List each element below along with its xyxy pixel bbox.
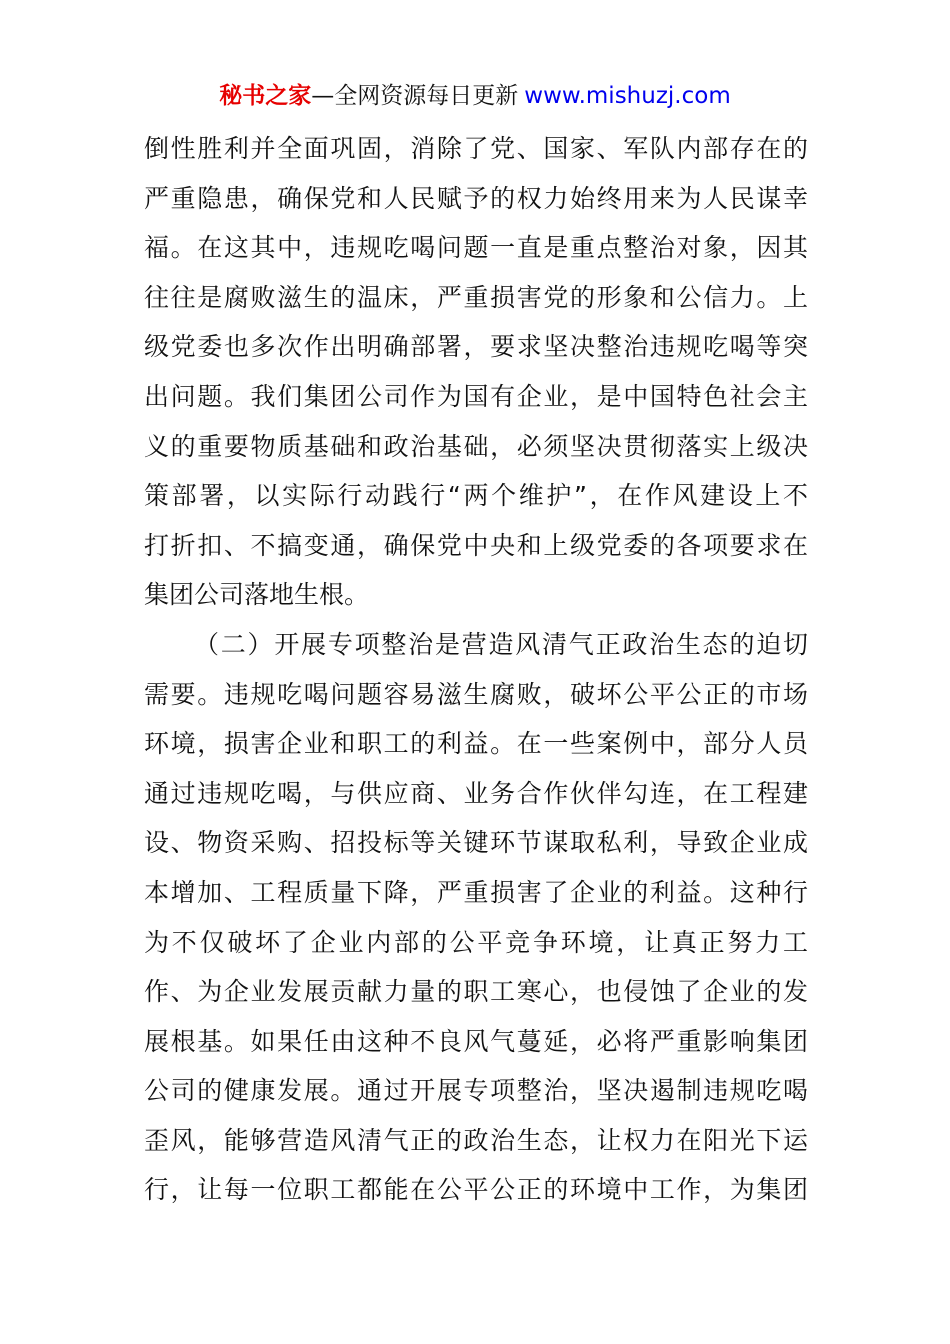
text-line: 行，让每一位职工都能在公平公正的环境中工作，为集团 [144, 1175, 808, 1205]
text-line: 作、为企业发展贡献力量的职工寒心，也侵蚀了企业的发 [144, 977, 808, 1007]
text-line: 打折扣、不搞变通，确保党中央和上级党委的各项要求在 [144, 530, 808, 560]
text-line: 通过违规吃喝，与供应商、业务合作伙伴勾连，在工程建 [144, 778, 808, 808]
text-line: 设、物资采购、招投标等关键环节谋取私利，导致企业成 [144, 828, 808, 858]
paragraph-last-line: 集团公司落地生根。 [144, 580, 370, 610]
site-brand: 秘书之家 [219, 83, 312, 109]
text-line: 为不仅破坏了企业内部的公平竞争环境，让真正努力工 [144, 927, 808, 957]
section-heading-line: （二）开展专项整治是营造风清气正政治生态的迫切 [194, 629, 808, 659]
text-line: 策部署，以实际行动践行“两个维护”，在作风建设上不 [144, 481, 808, 511]
text-line: 福。在这其中，违规吃喝问题一直是重点整治对象，因其 [144, 233, 808, 263]
site-tagline: —全网资源每日更新 [311, 83, 519, 109]
document-body [144, 124, 808, 1215]
site-url-link[interactable]: www.mishuzj.com [524, 83, 731, 109]
text-line: 倒性胜利并全面巩固，消除了党、国家、军队内部存在的 [144, 134, 808, 163]
text-line: 需要。违规吃喝问题容易滋生腐败，破坏公平公正的市场 [144, 679, 808, 709]
text-line: 严重隐患，确保党和人民赋予的权力始终用来为人民谋幸 [144, 183, 808, 213]
text-line: 本增加、工程质量下降，严重损害了企业的利益。这种行 [144, 877, 808, 907]
text-line: 环境，损害企业和职工的利益。在一些案例中，部分人员 [144, 729, 808, 759]
text-line: 歪风，能够营造风清气正的政治生态，让权力在阳光下运 [144, 1125, 808, 1155]
text-line: 往往是腐败滋生的温床，严重损害党的形象和公信力。上 [144, 282, 808, 312]
text-line: 出问题。我们集团公司作为国有企业，是中国特色社会主 [144, 381, 808, 411]
text-line: 公司的健康发展。通过开展专项整治，坚决遏制违规吃喝 [144, 1076, 808, 1106]
text-line: 义的重要物质基础和政治基础，必须坚决贯彻落实上级决 [144, 431, 808, 461]
text-line: 级党委也多次作出明确部署，要求坚决整治违规吃喝等突 [144, 332, 808, 362]
text-line: 展根基。如果任由这种不良风气蔓延，必将严重影响集团 [144, 1026, 808, 1056]
page-header [0, 78, 950, 114]
